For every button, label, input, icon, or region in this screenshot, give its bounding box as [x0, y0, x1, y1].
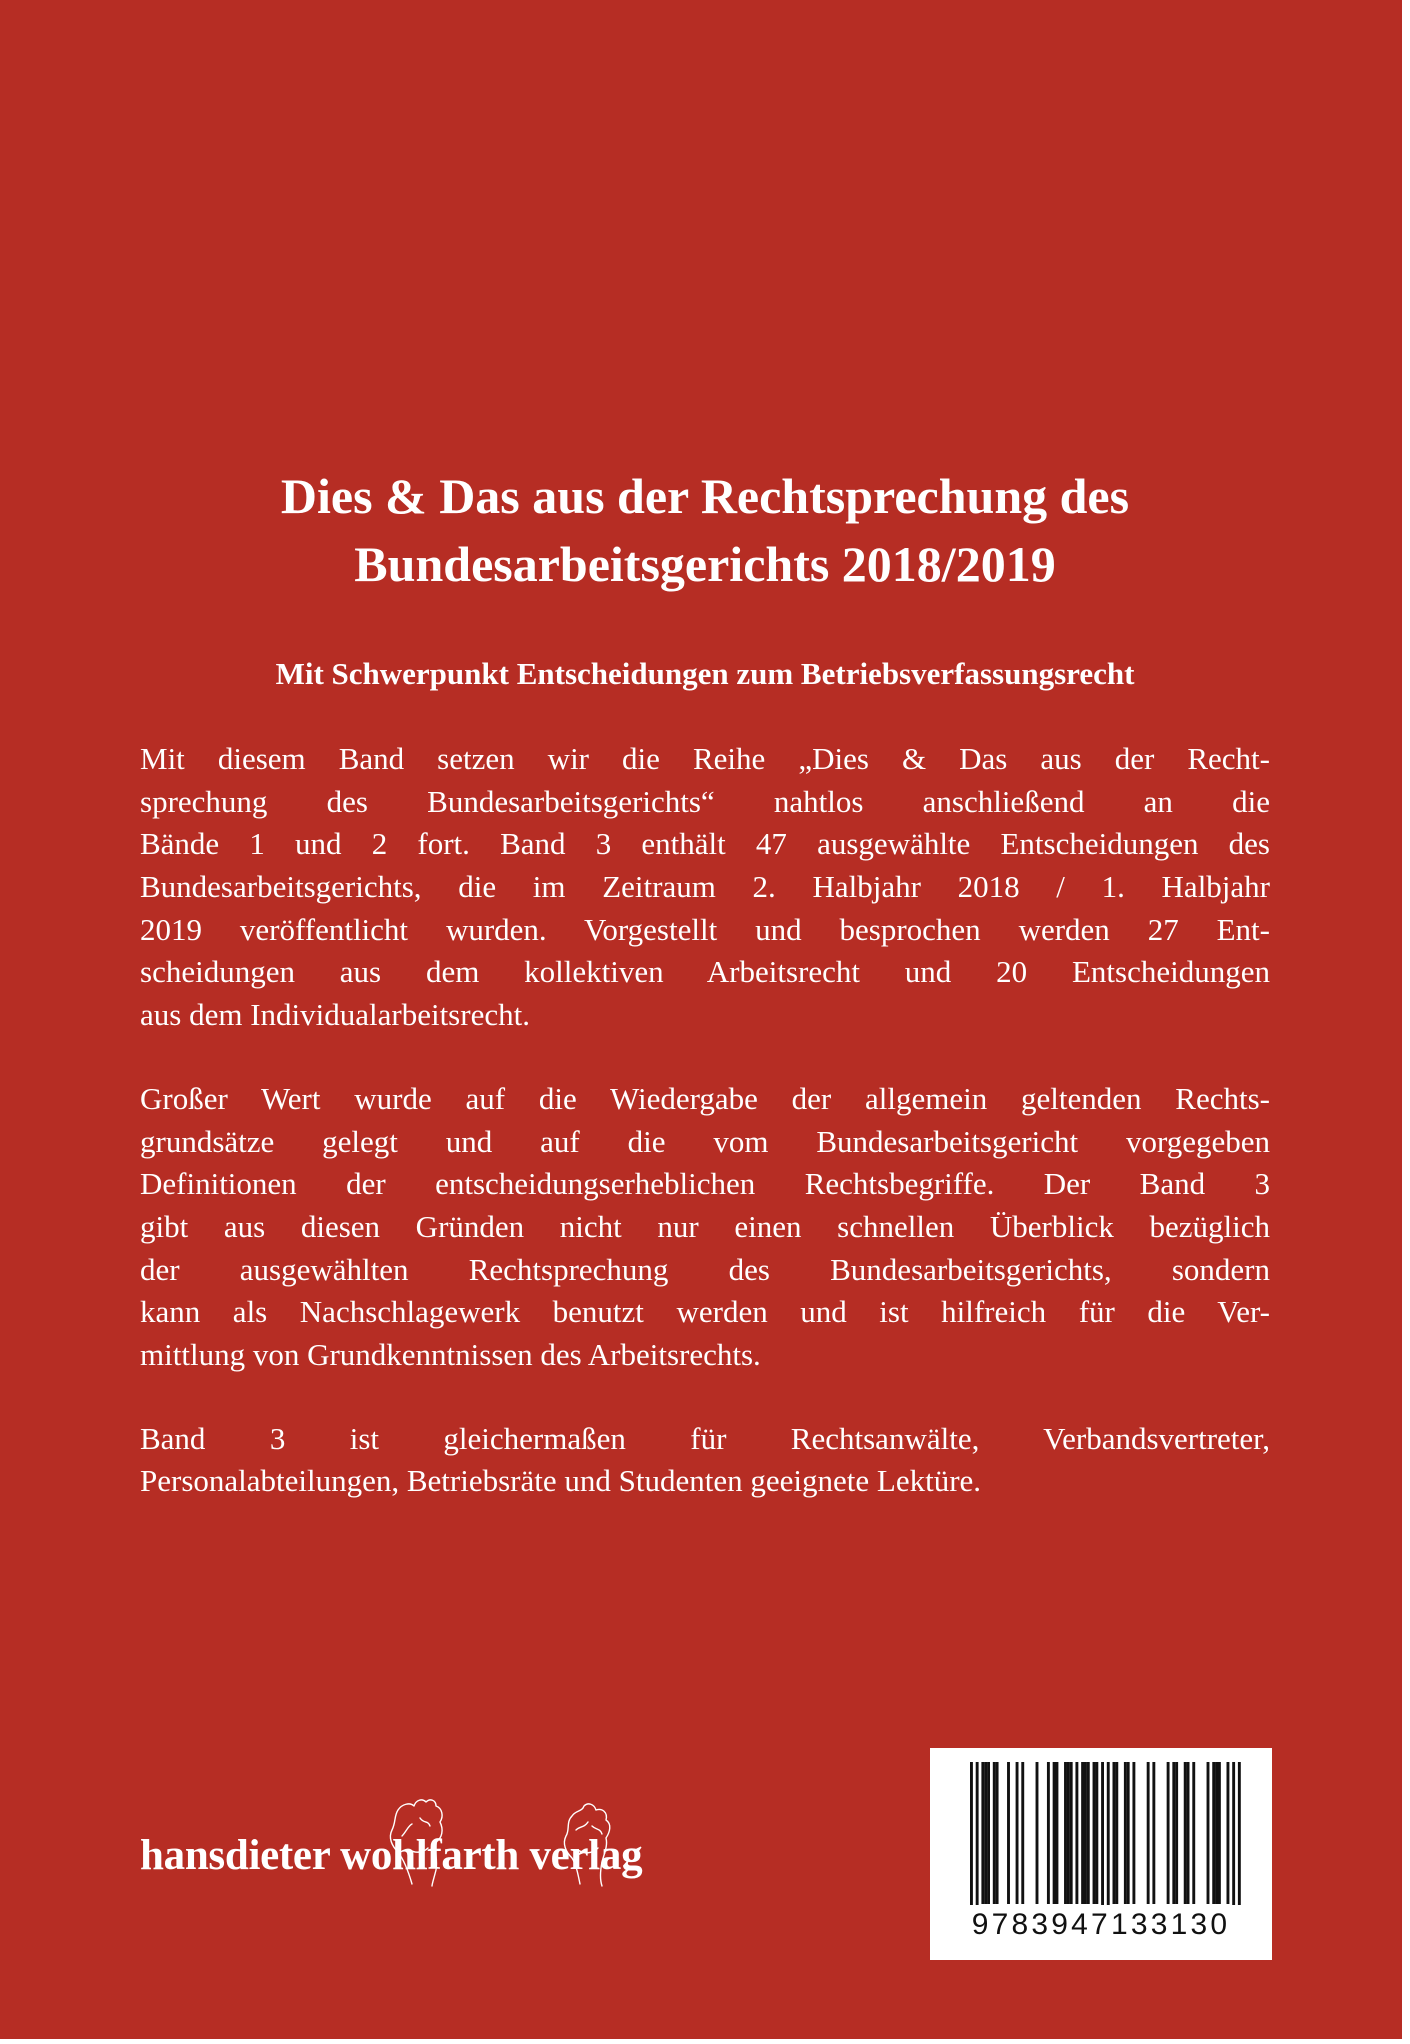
barcode-bar: [993, 1762, 996, 1904]
barcode-bar: [1081, 1762, 1084, 1904]
barcode-bar: [1207, 1762, 1210, 1904]
barcode-bar: [1132, 1762, 1135, 1904]
barcode-bar: [1107, 1762, 1110, 1914]
blurb-line: Band 3 ist gleichermaßen für Rechtsanwälte, Verbandsvertreter,: [140, 1420, 1270, 1456]
barcode-bar: [1127, 1762, 1130, 1904]
blurb-line: 2019 veröffentlicht wurden. Vorgestellt und besprochen werden 27 Ent-: [140, 911, 1270, 947]
blurb-line: gibt aus diesen Gründen nicht nur einen schnellen Überblick bezüglich: [140, 1208, 1270, 1244]
blurb-line: aus dem Individualarbeitsrecht.: [140, 997, 530, 1033]
barcode-bar: [1007, 1762, 1010, 1904]
barcode-bar: [1184, 1762, 1187, 1904]
blurb-line: Bände 1 und 2 fort. Band 3 enthält 47 ausgewählte Entscheidungen des: [140, 826, 1270, 862]
barcode-bar: [970, 1762, 973, 1914]
book-title-line-2: Bundesarbeitsgerichts 2018/2019: [354, 536, 1056, 592]
blurb-line: Großer Wert wurde auf die Wiedergabe der allgemein geltenden Rechts-: [140, 1080, 1270, 1116]
barcode-bar: [1084, 1762, 1087, 1904]
publisher-block: [140, 1790, 760, 1890]
barcode-bar: [984, 1762, 987, 1904]
barcode-bar: [1095, 1762, 1098, 1904]
barcode-bar: [1070, 1762, 1073, 1904]
barcode-bar: [1101, 1762, 1104, 1914]
barcode-bar: [1218, 1762, 1221, 1904]
blurb-line: grundsätze gelegt und auf die vom Bundesarbeitsgericht vorgegeben: [140, 1123, 1270, 1159]
barcode-bar: [1115, 1762, 1118, 1904]
barcode-bar: [1215, 1762, 1218, 1904]
barcode-bar: [1175, 1762, 1178, 1904]
book-subtitle: Mit Schwerpunkt Entscheidungen zum Betriebsverfassungsrecht: [275, 656, 1135, 691]
blurb-line: scheidungen aus dem kollektiven Arbeitsrecht und 20 Entscheidungen: [140, 954, 1270, 990]
blurb-text: [140, 738, 1270, 1544]
blurb-line: sprechung des Bundesarbeitsgerichts“ nahtlos anschließend an die: [140, 783, 1270, 819]
blurb-line: Bundesarbeitsgerichts, die im Zeitraum 2. Halbjahr 2018 / 1. Halbjahr: [140, 869, 1270, 905]
blurb-line: der ausgewählten Rechtsprechung des Bundesarbeitsgerichts, sondern: [140, 1251, 1270, 1287]
barcode-bar: [1147, 1762, 1150, 1904]
barcode-bar: [976, 1762, 979, 1914]
isbn-barcode: [930, 1748, 1272, 1960]
blurb-line: Mit diesem Band setzen wir die Reihe „Dies & Das aus der Recht-: [140, 741, 1270, 776]
barcode-bar: [1047, 1762, 1050, 1904]
barcode-bar: [1187, 1762, 1190, 1904]
book-title: [140, 462, 1270, 598]
barcode-bar: [996, 1762, 999, 1904]
isbn-digits: 9783947133130: [942, 1905, 1260, 1945]
blurb-paragraph-3: [140, 1418, 1270, 1503]
barcode-bar: [987, 1762, 990, 1904]
barcode-bar: [1021, 1762, 1024, 1904]
barcode-bar: [1087, 1762, 1090, 1904]
barcode-bar: [1053, 1762, 1056, 1904]
barcode-bar: [981, 1762, 984, 1904]
barcode-bar: [1036, 1762, 1039, 1904]
barcode-bar: [1192, 1762, 1195, 1904]
blurb-paragraph-1: [140, 738, 1270, 1037]
barcode-bar: [1232, 1762, 1235, 1914]
publisher-name: hansdieter wohlfarth verlag: [140, 1832, 643, 1879]
barcode-bar: [1056, 1762, 1059, 1904]
barcode-bar: [1067, 1762, 1070, 1904]
barcode-bar: [1167, 1762, 1170, 1904]
book-title-line-1: Dies & Das aus der Rechtsprechung des: [280, 468, 1130, 524]
barcode-bar: [1227, 1762, 1230, 1904]
barcode-bar: [1064, 1762, 1067, 1904]
blurb-line: kann als Nachschlagewerk benutzt werden und ist hilfreich für die Ver-: [140, 1294, 1270, 1330]
barcode-bar: [1152, 1762, 1155, 1904]
barcode-bar: [1093, 1762, 1096, 1904]
barcode-bar: [1075, 1762, 1078, 1904]
barcode-bar: [1124, 1762, 1127, 1904]
barcode-bar: [1016, 1762, 1019, 1904]
barcode-bar: [1212, 1762, 1215, 1904]
blurb-paragraph-2: [140, 1078, 1270, 1377]
blurb-line: Definitionen der entscheidungserheblichen Rechtsbegriffe. Der Band 3: [140, 1166, 1270, 1202]
barcode-bar: [1113, 1762, 1116, 1904]
barcode-bar: [1238, 1762, 1241, 1914]
blurb-line: Personalabteilungen, Betriebsräte und Studenten geeignete Lektüre.: [140, 1463, 982, 1499]
barcode-bar: [1172, 1762, 1175, 1904]
blurb-line: mittlung von Grundkenntnissen des Arbeitsrechts.: [140, 1336, 761, 1372]
